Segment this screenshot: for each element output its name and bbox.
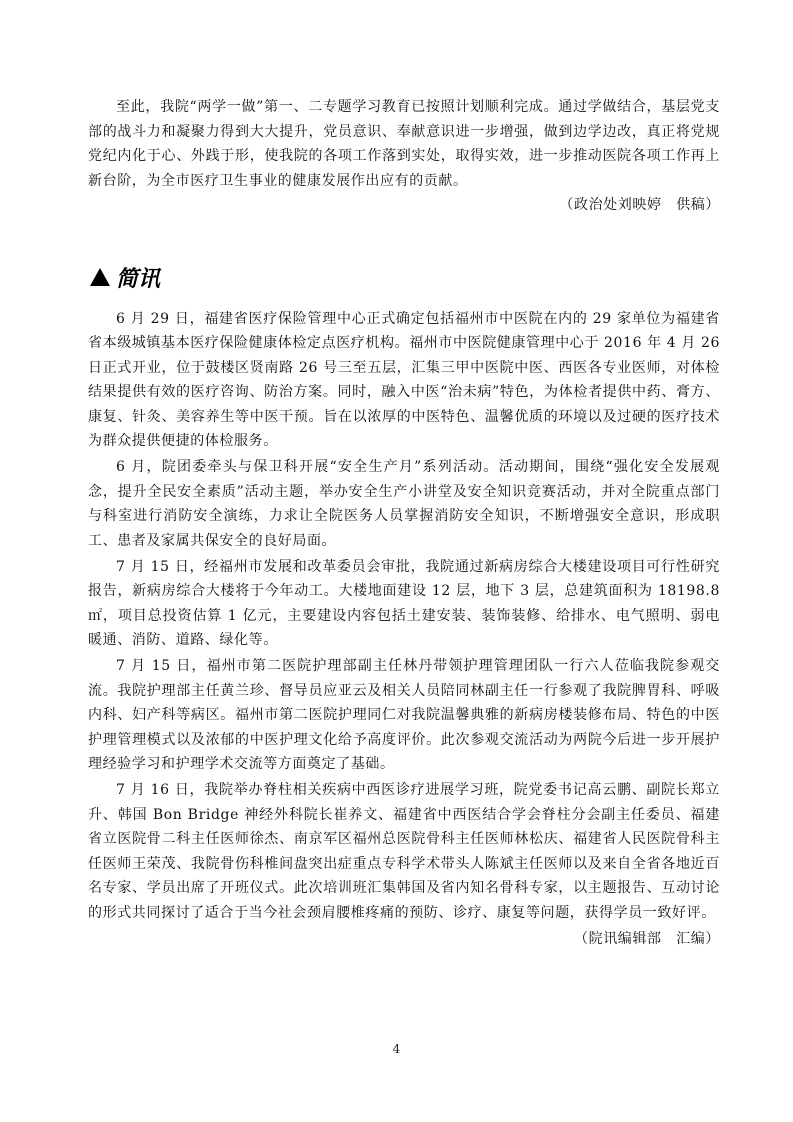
- section-title: 简讯: [116, 266, 161, 292]
- news-briefs: [88, 307, 720, 952]
- page-content: [88, 95, 720, 951]
- news-item-nursing-visit: 7 月 15 日，福州市第二医院护理部副主任林丹带领护理管理团队一行六人莅临我院参观交流。我院护理部主任黄兰珍、督导员应亚云及相关人员陪同林副主任一行参观了我院脾胃科、呼吸内科、妇产科等病区。福州市第二医院护理同仁对我院温馨典雅的新病房楼装修布局、特色的中医护理管理模式以及浓郁的中医护理文化给予高度评价。此次参观交流活动为两院今后进一步开展护理经验学习和护理学术交流等方面奠定了基础。: [88, 658, 720, 772]
- news-item-spine-course: 7 月 16 日，我院举办脊柱相关疾病中西医诊疗进展学习班，院党委书记高云鹏、副院长郑立升、韩国 Bon Bridge 神经外科院长崔养文、福建省中西医结合学会脊柱分会副主任委员、福建省立医院骨二科主任医师徐杰、南京军区福州总医院骨科主任医师林松庆、福建省人民医院骨科主任医师王荣茂、我院骨伤科椎间盘突出症重点专科学术带头人陈斌主任医师以及来自全省各地近百名专家、学员出席了开班仪式。此次培训班汇集韩国及省内知名骨科专家，以主题报告、互动讨论的形式共同探讨了适合于当今社会颈肩腰椎疼痛的预防、诊疗、康复等问题，获得学员一致好评。: [88, 782, 720, 921]
- news-item-safety-month: 6 月，院团委牵头与保卫科开展“安全生产月”系列活动。活动期间，围绕“强化安全发展观念，提升全民安全素质”活动主题，举办安全生产小讲堂及安全知识竞赛活动，并对全院重点部门与科室进行消防安全演练，力求让全院医务人员掌握消防安全知识，不断增强安全意识，形成职工、患者及家属共保安全的良好局面。: [88, 459, 720, 549]
- news-item-insurance-checkup: 6 月 29 日，福建省医疗保险管理中心正式确定包括福州市中医院在内的 29 家单位为福建省省本级城镇基本医疗保险健康体检定点医疗机构。福州市中医院健康管理中心于 2016 年 4 月 26 日正式开业，位于鼓楼区贤南路 26 号三至五层，汇集三甲中医院中医、西医各专业医师，对体检结果提供有效的医疗咨询、防治方案。同时，融入中医“治未病”特色，为体检者提供中药、膏方、康复、针灸、美容养生等中医干预。旨在以浓厚的中医特色、温馨优质的环境以及过硬的医疗技术为群众提供便捷的体检服务。: [88, 310, 720, 449]
- section-heading: [88, 262, 720, 293]
- intro-paragraph: 至此，我院“两学一做”第一、二专题学习教育已按照计划顺利完成。通过学做结合，基层党支部的战斗力和凝聚力得到大大提升，党员意识、奉献意识进一步增强，做到边学边改，真正将党规党纪内化于心、外践于形，使我院的各项工作落到实处，取得实效，进一步推动医院各项工作再上新台阶，为全市医疗卫生事业的健康发展作出应有的贡献。: [88, 99, 720, 189]
- section-credit: （院讯编辑部 汇编）: [574, 930, 720, 947]
- triangle-up-icon: [90, 268, 110, 286]
- intro-credit: （政治处刘映婷 供稿）: [559, 197, 720, 213]
- news-item-new-ward-building: 7 月 15 日，经福州市发展和改革委员会审批，我院通过新病房综合大楼建设项目可行性研究报告，新病房综合大楼将于今年动工。大楼地面建设 12 层，地下 3 层，总建筑面积为 18198.8 ㎡，项目总投资估算 1 亿元，主要建设内容包括土建安装、装饰装修、给排水、电气照明、弱电暖通、消防、道路、绿化等。: [88, 558, 720, 648]
- page-number: 4: [392, 1042, 401, 1056]
